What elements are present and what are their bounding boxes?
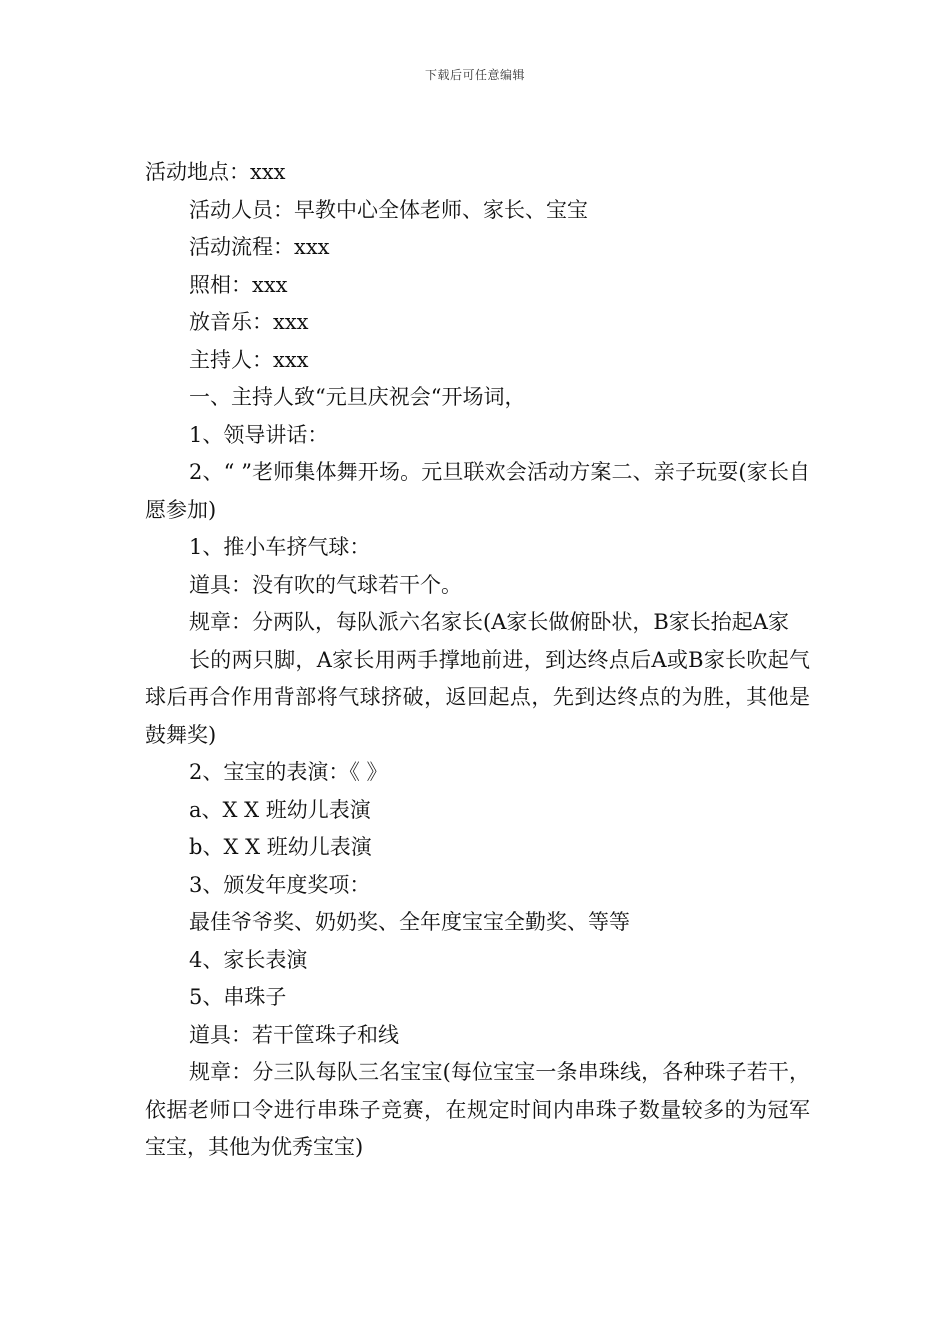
paragraph-award-list: 最佳爷爷奖、奶奶奖、全年度宝宝全勤奖、等等 bbox=[189, 910, 630, 934]
paragraph-props-beads: 道具：若干筐珠子和线 bbox=[189, 1022, 399, 1047]
document-body bbox=[145, 154, 810, 1167]
paragraph-opening: 一、主持人致“元旦庆祝会“开场词， bbox=[189, 385, 526, 409]
paragraph-host: 主持人：xxx bbox=[189, 347, 309, 372]
paragraph-beads: 5、串珠子 bbox=[189, 985, 287, 1009]
paragraph-parent-show: 4、家长表演 bbox=[189, 947, 308, 972]
paragraph-location: 活动地点：xxx bbox=[145, 160, 286, 184]
paragraph-participants: 活动人员：早教中心全体老师、家长、宝宝 bbox=[189, 197, 588, 222]
paragraph-baby-show: 2、宝宝的表演：《 》 bbox=[189, 760, 388, 784]
paragraph-rules-2: 规章：分三队每队三名宝宝(每位宝宝一条串珠线，各种珠子若干，依据老师口令进行串珠子竞赛，在规定时间内串珠子数量较多的为冠军宝宝，其他为优秀宝宝) bbox=[145, 1060, 810, 1159]
paragraph-leader-speech: 1、领导讲话： bbox=[189, 422, 329, 447]
paragraph-awards: 3、颁发年度奖项： bbox=[189, 872, 371, 897]
paragraph-class-show-b: b、X X 班幼儿表演 bbox=[189, 835, 372, 859]
paragraph-process: 活动流程：xxx bbox=[189, 235, 330, 259]
paragraph-props-balloons: 道具：没有吹的气球若干个。 bbox=[189, 572, 462, 597]
paragraph-teacher-dance: 2、“ ”老师集体舞开场。元旦联欢会活动方案二、亲子玩耍(家长自愿参加) bbox=[145, 460, 810, 522]
paragraph-photo: 照相：xxx bbox=[189, 272, 288, 297]
page-header: 下载后可任意编辑 bbox=[424, 68, 525, 82]
paragraph-rules-1: 规章：分两队，每队派六名家长(A家长做俯卧状，B家长抬起A家 bbox=[189, 610, 789, 634]
paragraph-music: 放音乐：xxx bbox=[189, 310, 309, 334]
paragraph-class-show-a: a、X X 班幼儿表演 bbox=[189, 797, 371, 822]
paragraph-rules-1-cont: 长的两只脚，A家长用两手撑地前进，到达终点后A或B家长吹起气球后再合作用背部将气球挤破，返回起点，先到达终点的为胜，其他是鼓舞奖) bbox=[145, 647, 810, 747]
paragraph-push-cart: 1、推小车挤气球： bbox=[189, 535, 371, 559]
